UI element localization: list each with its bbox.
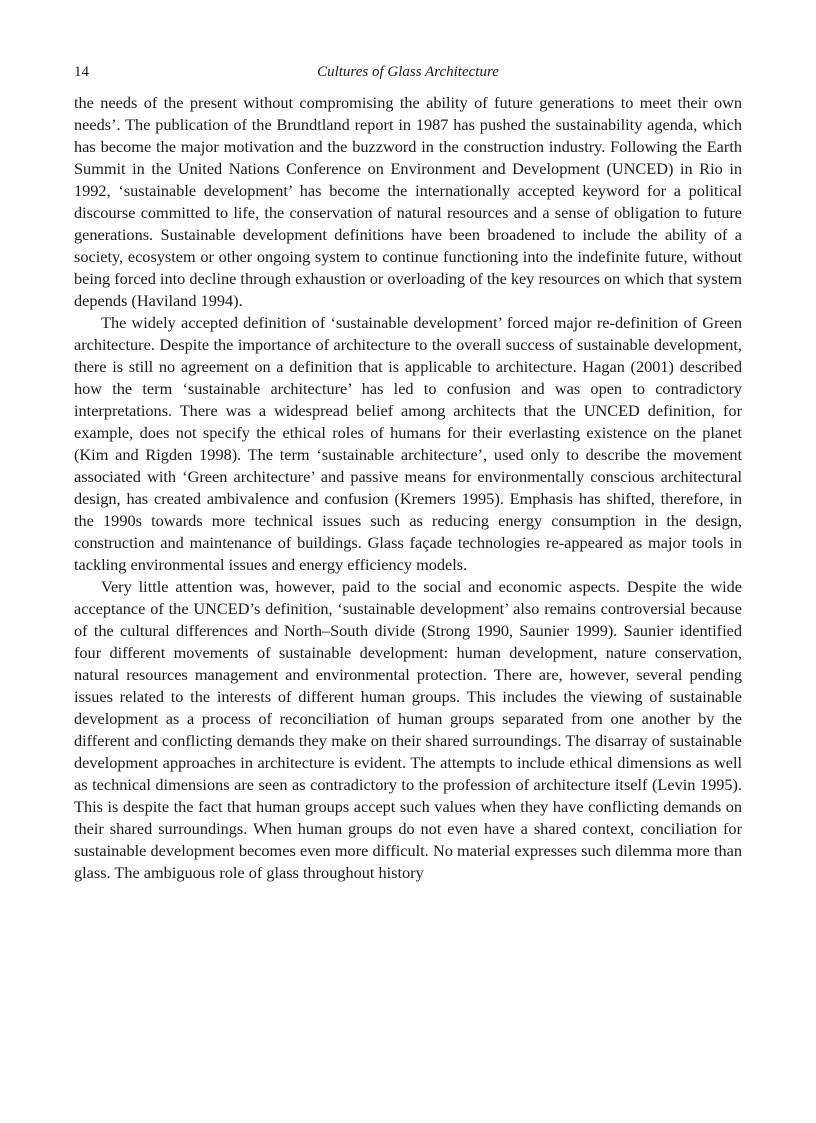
paragraph: Very little attention was, however, paid to the social and economic aspects. Despite the wide acceptance of the UNCED’s definition, ‘sustainable development’ also remains controversial because of the cultural differences and North–South divide (Strong 1990, Saunier 1999). Saunier identified four different movements of sustainable development: human development, nature conservation, natural resources management and environmental protection. There are, however, several pending issues related to the interests of different human groups. This includes the viewing of sustainable development as a process of reconciliation of human groups separated from one another by the different and conflicting demands they make on their shared surroundings. The disarray of sustainable development approaches in architecture is evident. The attempts to include ethical dimensions as well as technical dimensions are seen as contradictory to the profession of architecture itself (Levin 1995). This is despite the fact that human groups accept such values when they have conflicting demands on their shared surroundings. When human groups do not even have a shared context, conciliation for sustainable development becomes even more difficult. No material expresses such dilemma more than glass. The ambiguous role of glass throughout history: [74, 577, 742, 882]
running-head: [74, 60, 742, 84]
paragraph-continued: the needs of the present without compromising the ability of future generations to meet their own needs’. The publication of the Brundtland report in 1987 has pushed the sustainability agenda, which has become the major motivation and the buzzword in the construction industry. Following the Earth Summit in the United Nations Conference on Environment and Development (UNCED) in Rio in 1992, ‘sustainable development’ has become the internationally accepted keyword for a political discourse committed to life, the conservation of natural resources and a sense of obligation to future generations. Sustainable development definitions have been broadened to include the ability of a society, ecosystem or other ongoing system to continue functioning into the indefinite future, without being forced into decline through exhaustion or overloading of the key resources on which that system depends (Haviland 1994).: [74, 93, 742, 310]
paragraph: The widely accepted definition of ‘sustainable development’ forced major re-definition of Green architecture. Despite the importance of architecture to the overall success of sustainable development, there is still no agreement on a definition that is applicable to architecture. Hagan (2001) described how the term ‘sustainable architecture’ has led to confusion and was open to contradictory interpretations. There was a widespread belief among architects that the UNCED definition, for example, does not specify the ethical roles of humans for their everlasting existence on the planet (Kim and Rigden 1998). The term ‘sustainable architecture’, used only to describe the movement associated with ‘Green architecture’ and passive means for environmentally conscious architectural design, has created ambivalence and confusion (Kremers 1995). Emphasis has shifted, therefore, in the 1990s towards more technical issues such as reducing energy consumption in the design, construction and maintenance of buildings. Glass façade technologies re-appeared as major tools in tackling environmental issues and energy efficiency models.: [74, 313, 742, 574]
body-text: [74, 92, 742, 884]
book-page: [74, 60, 742, 884]
running-title: Cultures of Glass Architecture: [317, 64, 499, 80]
page-number: 14: [74, 64, 89, 80]
